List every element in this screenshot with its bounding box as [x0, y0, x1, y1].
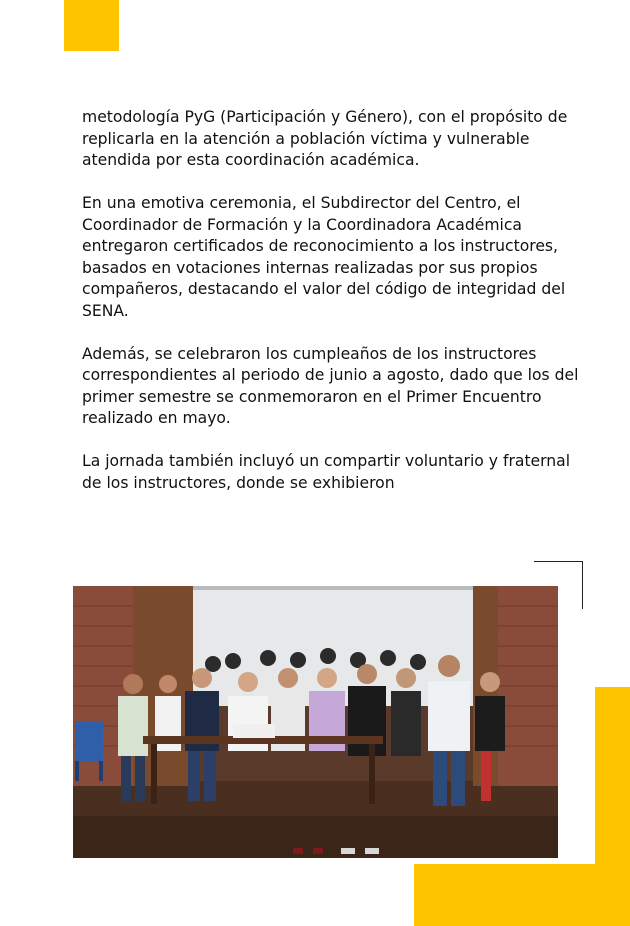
paragraph-4: La jornada también incluyó un compartir voluntario y fraternal de los instructores, donde se exhibieron: [82, 452, 571, 492]
group-photo-illustration: [73, 586, 558, 858]
paragraph-1: metodología PyG (Participación y Género), con el propósito de replicarla en la atención a población víctima y vulnerable atendida por esta coordinación académica.: [82, 108, 568, 169]
accent-block-bottom-horizontal: [414, 864, 630, 926]
group-photo: [73, 586, 558, 858]
accent-block-top: [64, 0, 119, 51]
paragraph-3: Además, se celebraron los cumpleaños de los instructores correspondientes al periodo de junio a agosto, dado que los del primer semestre se conmemoraron en el Primer Encuentro realizado en mayo.: [82, 344, 579, 427]
article-body: [82, 107, 582, 516]
paragraph-2: En una emotiva ceremonia, el Subdirector del Centro, el Coordinador de Formación y la Coordinadora Académica entregaron certificados de reconocimiento a los instructores, basados en votaciones internas realizadas por sus propios compañeros, destacando el valor del código de integridad del SENA.: [82, 194, 566, 320]
